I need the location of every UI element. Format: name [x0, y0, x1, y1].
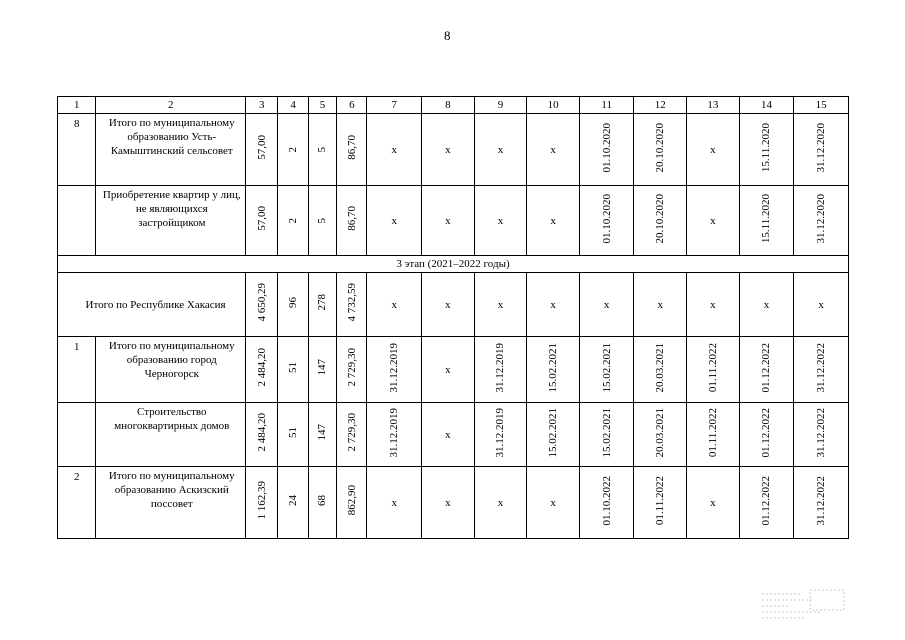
data-cell — [474, 186, 527, 256]
cell-value: 31.12.2019 — [494, 407, 507, 458]
cell-value: 15.02.2021 — [547, 407, 560, 458]
data-cell — [527, 337, 580, 403]
header-cell: 10 — [527, 97, 580, 114]
cell-value: 01.10.2020 — [600, 122, 613, 173]
cross-mark: x — [603, 298, 610, 311]
data-cell — [278, 186, 308, 256]
data-cell — [337, 467, 367, 539]
data-cell — [474, 467, 527, 539]
cell-value: 15.02.2021 — [547, 342, 560, 393]
cell-value: 147 — [316, 424, 329, 441]
header-cell: 9 — [474, 97, 527, 114]
data-cell — [739, 403, 794, 467]
cell-value: 2 484,20 — [255, 413, 268, 452]
cross-mark: x — [763, 298, 770, 311]
row-name: Итого по муниципальному образованию город Черногорск — [96, 337, 246, 403]
cross-mark: x — [710, 143, 716, 156]
cell-value: 01.10.2022 — [600, 475, 613, 526]
data-cell — [687, 467, 740, 539]
cell-value: 86,70 — [345, 206, 358, 231]
cross-mark: x — [550, 496, 556, 509]
row-number — [58, 403, 96, 467]
data-cell — [527, 186, 580, 256]
cross-mark: x — [391, 496, 398, 509]
cell-value: 31.12.2020 — [815, 122, 828, 173]
cell-value: 01.11.2022 — [654, 475, 667, 526]
data-cell — [308, 467, 336, 539]
data-cell — [422, 403, 475, 467]
data-cell — [579, 337, 634, 403]
data-cell — [367, 403, 422, 467]
cell-value: 01.11.2022 — [706, 342, 719, 393]
cell-value: 01.12.2022 — [760, 407, 773, 458]
section-title: 3 этап (2021–2022 годы) — [58, 256, 849, 273]
cell-value: 20.03.2021 — [654, 407, 667, 458]
cross-mark: x — [657, 298, 664, 311]
cross-mark: x — [497, 298, 504, 311]
data-cell — [474, 403, 527, 467]
data-cell — [634, 114, 687, 186]
row-number: 8 — [58, 114, 96, 186]
data-cell — [422, 467, 475, 539]
header-cell: 12 — [634, 97, 687, 114]
data-cell — [634, 186, 687, 256]
cross-mark: x — [445, 143, 451, 156]
row-name: Итого по муниципальному образованию Аскизский поссовет — [96, 467, 246, 539]
data-cell — [337, 273, 367, 337]
cell-value: 15.11.2020 — [760, 122, 773, 173]
data-cell — [367, 186, 422, 256]
cell-value: 01.12.2022 — [760, 342, 773, 393]
data-cell — [794, 114, 849, 186]
data-cell — [687, 337, 740, 403]
table-row — [58, 186, 849, 256]
cell-value: 68 — [316, 495, 329, 506]
data-cell — [474, 337, 527, 403]
data-cell — [308, 403, 336, 467]
header-cell: 5 — [308, 97, 336, 114]
data-cell — [794, 337, 849, 403]
cell-value: 2 729,30 — [345, 413, 358, 452]
header-cell: 14 — [739, 97, 794, 114]
cell-value: 01.11.2022 — [706, 407, 719, 458]
cross-mark: x — [445, 214, 451, 227]
data-cell — [579, 467, 634, 539]
data-cell — [527, 114, 580, 186]
cell-value: 51 — [287, 427, 300, 438]
cell-value: 5 — [316, 218, 329, 224]
data-cell — [308, 186, 336, 256]
data-cell — [794, 467, 849, 539]
cell-value: 20.10.2020 — [654, 193, 667, 244]
cell-value: 4 650,29 — [255, 283, 268, 322]
faint-stamp — [760, 588, 846, 626]
row-name: Итого по муниципальному образованию Усть-Камыштинский сельсовет — [96, 114, 246, 186]
cross-mark: x — [550, 214, 556, 227]
cross-mark: x — [445, 428, 451, 441]
data-cell — [246, 186, 278, 256]
cross-mark: x — [818, 298, 824, 311]
cell-value: 57,00 — [255, 135, 268, 160]
cell-value: 24 — [287, 495, 300, 506]
cell-value: 31.12.2020 — [815, 193, 828, 244]
header-cell: 2 — [96, 97, 246, 114]
cross-mark: x — [550, 143, 556, 156]
data-cell — [527, 403, 580, 467]
header-cell: 11 — [579, 97, 634, 114]
data-cell — [739, 114, 794, 186]
cross-mark: x — [550, 298, 556, 311]
data-cell — [474, 273, 527, 337]
data-cell — [278, 337, 308, 403]
data-cell — [337, 403, 367, 467]
table-row — [58, 403, 849, 467]
data-cell — [579, 186, 634, 256]
data-cell — [367, 114, 422, 186]
cell-value: 51 — [287, 362, 300, 373]
cell-value: 862,90 — [345, 485, 358, 516]
data-cell — [739, 337, 794, 403]
cross-mark: x — [710, 214, 716, 227]
cell-value: 15.11.2020 — [760, 193, 773, 244]
cross-mark: x — [391, 214, 398, 227]
cross-mark: x — [445, 298, 451, 311]
data-cell — [367, 273, 422, 337]
cell-value: 278 — [316, 294, 329, 311]
data-cell — [527, 467, 580, 539]
data-cell — [308, 114, 336, 186]
data-cell — [474, 114, 527, 186]
row-number — [58, 186, 96, 256]
data-cell — [422, 114, 475, 186]
data-cell — [246, 403, 278, 467]
data-cell — [337, 337, 367, 403]
data-cell — [794, 403, 849, 467]
data-cell — [687, 186, 740, 256]
cell-value: 31.12.2019 — [388, 342, 401, 393]
data-cell — [579, 403, 634, 467]
data-cell — [278, 114, 308, 186]
data-cell — [634, 467, 687, 539]
data-cell — [337, 114, 367, 186]
data-cell — [634, 273, 687, 337]
section-row — [58, 256, 849, 273]
row-name: Приобретение квартир у лиц, не являющихся застройщиком — [96, 186, 246, 256]
cross-mark: x — [445, 363, 451, 376]
header-cell: 3 — [246, 97, 278, 114]
table-row — [58, 114, 849, 186]
cell-value: 2 729,30 — [345, 348, 358, 387]
cell-value: 20.03.2021 — [654, 342, 667, 393]
data-cell — [278, 273, 308, 337]
cell-value: 31.12.2019 — [388, 407, 401, 458]
cell-value: 20.10.2020 — [654, 122, 667, 173]
header-row — [58, 97, 849, 114]
data-cell — [579, 114, 634, 186]
data-cell — [687, 403, 740, 467]
data-cell — [278, 467, 308, 539]
cross-mark: x — [445, 496, 451, 509]
cell-value: 2 — [287, 218, 300, 224]
cell-value: 1 162,39 — [255, 481, 268, 520]
row-number: 1 — [58, 337, 96, 403]
header-cell: 7 — [367, 97, 422, 114]
data-cell — [739, 273, 794, 337]
data-cell — [634, 337, 687, 403]
cross-mark: x — [710, 298, 716, 311]
data-cell — [794, 186, 849, 256]
row-number: 2 — [58, 467, 96, 539]
cell-value: 31.12.2019 — [494, 342, 507, 393]
cell-value: 57,00 — [255, 206, 268, 231]
data-cell — [308, 273, 336, 337]
header-cell: 4 — [278, 97, 308, 114]
header-cell: 8 — [422, 97, 475, 114]
table-row — [58, 337, 849, 403]
data-cell — [278, 403, 308, 467]
cross-mark: x — [391, 143, 398, 156]
cross-mark: x — [497, 496, 504, 509]
cell-value: 15.02.2021 — [600, 342, 613, 393]
cell-value: 31.12.2022 — [815, 475, 828, 526]
data-cell — [422, 337, 475, 403]
cell-value: 4 732,59 — [345, 283, 358, 322]
data-cell — [422, 273, 475, 337]
page-number: 8 — [444, 28, 451, 43]
cell-value: 5 — [316, 147, 329, 153]
data-cell — [579, 273, 634, 337]
data-cell — [687, 114, 740, 186]
cross-mark: x — [497, 214, 504, 227]
total-name: Итого по Республике Хакасия — [58, 273, 246, 337]
schedule-table — [57, 96, 849, 539]
data-cell — [367, 467, 422, 539]
cell-value: 2 — [287, 147, 300, 153]
header-cell: 13 — [687, 97, 740, 114]
cell-value: 15.02.2021 — [600, 407, 613, 458]
cell-value: 31.12.2022 — [815, 342, 828, 393]
data-cell — [634, 403, 687, 467]
data-cell — [246, 114, 278, 186]
cell-value: 01.12.2022 — [760, 475, 773, 526]
cell-value: 31.12.2022 — [815, 407, 828, 458]
cell-value: 86,70 — [345, 135, 358, 160]
data-cell — [422, 186, 475, 256]
cross-mark: x — [497, 143, 504, 156]
data-cell — [308, 337, 336, 403]
data-cell — [527, 273, 580, 337]
header-cell: 6 — [337, 97, 367, 114]
data-cell — [739, 467, 794, 539]
data-cell — [337, 186, 367, 256]
data-cell — [246, 337, 278, 403]
data-cell — [739, 186, 794, 256]
cross-mark: x — [391, 298, 398, 311]
table-row — [58, 467, 849, 539]
row-name: Строительство многоквартирных домов — [96, 403, 246, 467]
data-cell — [246, 273, 278, 337]
data-cell — [794, 273, 849, 337]
cross-mark: x — [710, 496, 716, 509]
header-cell: 1 — [58, 97, 96, 114]
header-cell: 15 — [794, 97, 849, 114]
cell-value: 96 — [287, 297, 300, 308]
data-cell — [687, 273, 740, 337]
cell-value: 01.10.2020 — [600, 193, 613, 244]
cell-value: 147 — [316, 359, 329, 376]
cell-value: 2 484,20 — [255, 348, 268, 387]
data-cell — [367, 337, 422, 403]
total-row — [58, 273, 849, 337]
data-cell — [246, 467, 278, 539]
